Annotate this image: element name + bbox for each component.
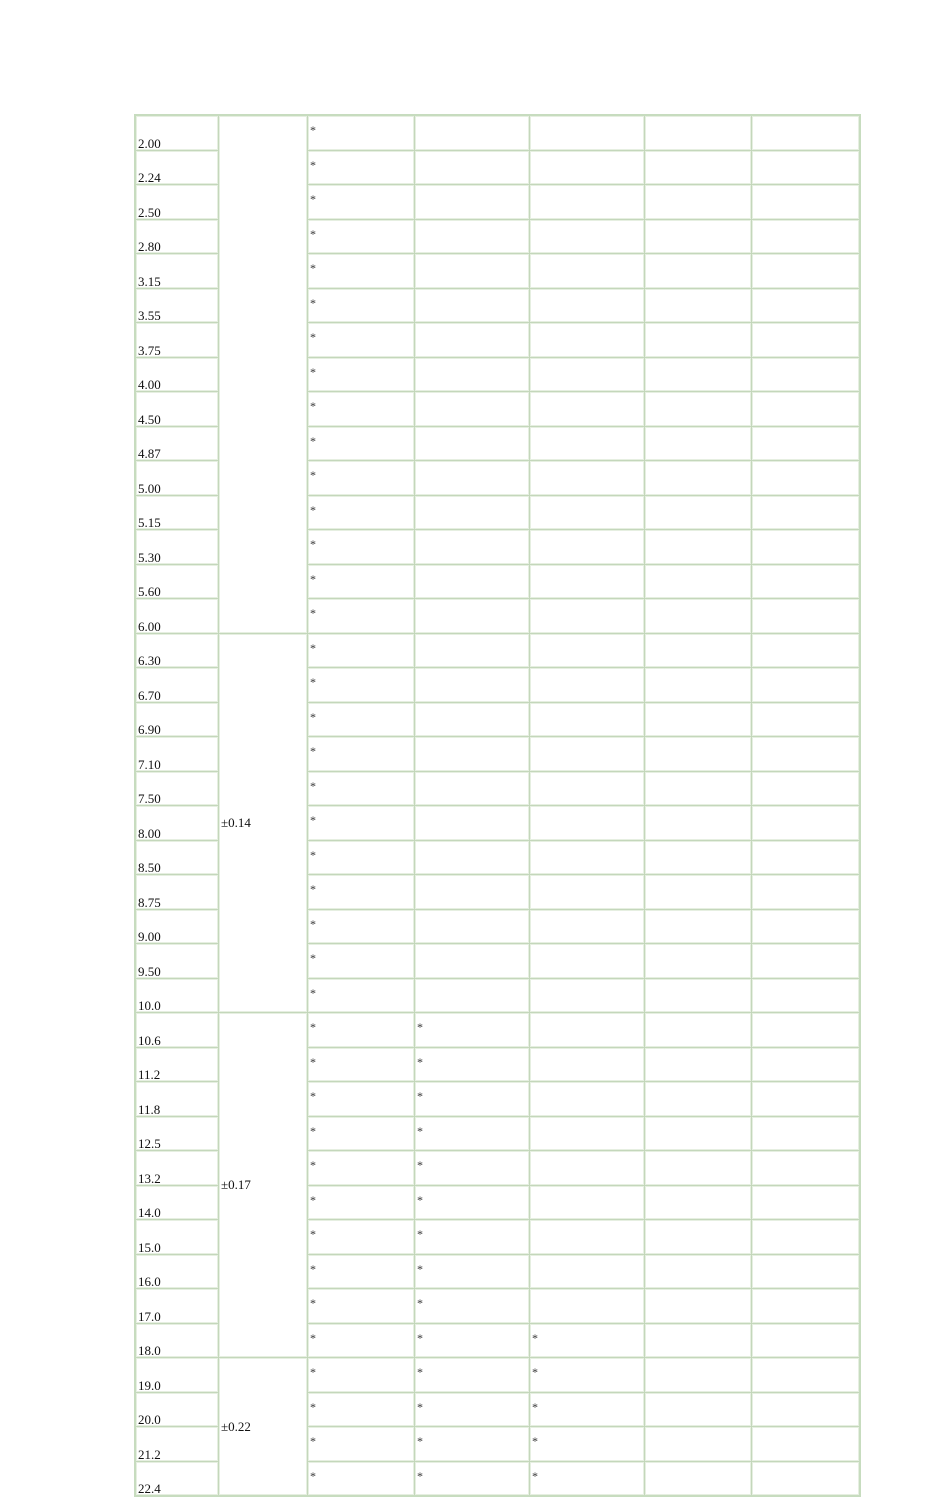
mark-cell xyxy=(530,254,645,289)
mark-cell xyxy=(415,357,530,392)
empty-cell xyxy=(645,1392,752,1427)
mark-cell xyxy=(530,288,645,323)
empty-cell xyxy=(645,530,752,565)
mark-cell xyxy=(530,806,645,841)
diameter-cell: 22.4 xyxy=(135,1461,219,1496)
diameter-cell: 18.0 xyxy=(135,1323,219,1358)
mark-cell: * xyxy=(415,1082,530,1117)
diameter-cell: 3.15 xyxy=(135,254,219,289)
empty-cell xyxy=(752,702,861,737)
mark-cell xyxy=(530,1220,645,1255)
empty-cell xyxy=(645,1151,752,1186)
mark-cell: * xyxy=(308,1254,415,1289)
mark-cell: * xyxy=(308,633,415,668)
mark-cell xyxy=(530,840,645,875)
empty-cell xyxy=(645,1358,752,1393)
mark-cell xyxy=(415,633,530,668)
empty-cell xyxy=(645,944,752,979)
empty-cell xyxy=(752,840,861,875)
empty-cell xyxy=(752,909,861,944)
empty-cell xyxy=(645,495,752,530)
mark-cell: * xyxy=(415,1358,530,1393)
empty-cell xyxy=(645,1254,752,1289)
mark-cell: * xyxy=(308,599,415,634)
mark-cell xyxy=(415,564,530,599)
diameter-cell: 21.2 xyxy=(135,1427,219,1462)
mark-cell: * xyxy=(308,909,415,944)
mark-cell: * xyxy=(308,1323,415,1358)
empty-cell xyxy=(645,1289,752,1324)
empty-cell xyxy=(752,668,861,703)
mark-cell: * xyxy=(308,461,415,496)
mark-cell xyxy=(530,461,645,496)
diameter-cell: 11.2 xyxy=(135,1047,219,1082)
mark-cell: * xyxy=(415,1461,530,1496)
empty-cell xyxy=(752,944,861,979)
empty-cell xyxy=(645,357,752,392)
mark-cell xyxy=(415,875,530,910)
empty-cell xyxy=(645,1013,752,1048)
empty-cell xyxy=(752,1392,861,1427)
mark-cell: * xyxy=(308,1151,415,1186)
mark-cell: * xyxy=(308,288,415,323)
mark-cell xyxy=(530,633,645,668)
empty-cell xyxy=(645,909,752,944)
table-row xyxy=(135,115,860,150)
tolerance-cell: ±0.22 xyxy=(219,1358,308,1497)
mark-cell: * xyxy=(415,1013,530,1048)
empty-cell xyxy=(645,115,752,150)
diameter-cell: 7.10 xyxy=(135,737,219,772)
mark-cell xyxy=(530,150,645,185)
diameter-cell: 4.87 xyxy=(135,426,219,461)
mark-cell xyxy=(415,806,530,841)
mark-cell: * xyxy=(308,1013,415,1048)
diameter-cell: 8.75 xyxy=(135,875,219,910)
empty-cell xyxy=(645,875,752,910)
mark-cell xyxy=(415,150,530,185)
mark-cell xyxy=(530,599,645,634)
mark-cell: * xyxy=(308,875,415,910)
empty-cell xyxy=(752,461,861,496)
mark-cell xyxy=(530,1013,645,1048)
mark-cell xyxy=(415,461,530,496)
empty-cell xyxy=(752,1323,861,1358)
mark-cell: * xyxy=(308,357,415,392)
mark-cell xyxy=(415,185,530,220)
mark-cell: * xyxy=(415,1323,530,1358)
mark-cell xyxy=(415,599,530,634)
mark-cell xyxy=(530,1254,645,1289)
diameter-cell: 10.0 xyxy=(135,978,219,1013)
empty-cell xyxy=(752,1185,861,1220)
mark-cell: * xyxy=(308,219,415,254)
empty-cell xyxy=(752,737,861,772)
table-row xyxy=(135,1358,860,1393)
mark-cell: * xyxy=(415,1427,530,1462)
mark-cell: * xyxy=(308,1358,415,1393)
mark-cell xyxy=(530,771,645,806)
mark-cell xyxy=(415,702,530,737)
mark-cell xyxy=(415,737,530,772)
empty-cell xyxy=(645,288,752,323)
mark-cell: * xyxy=(415,1151,530,1186)
mark-cell: * xyxy=(308,1047,415,1082)
diameter-cell: 3.75 xyxy=(135,323,219,358)
empty-cell xyxy=(752,978,861,1013)
mark-cell xyxy=(530,875,645,910)
empty-cell xyxy=(645,564,752,599)
empty-cell xyxy=(752,392,861,427)
diameter-cell: 2.80 xyxy=(135,219,219,254)
tolerance-cell: ±0.17 xyxy=(219,1013,308,1358)
mark-cell xyxy=(530,1185,645,1220)
mark-cell xyxy=(530,357,645,392)
mark-cell: * xyxy=(308,1289,415,1324)
mark-cell: * xyxy=(308,254,415,289)
mark-cell: * xyxy=(308,1461,415,1496)
mark-cell xyxy=(530,219,645,254)
mark-cell xyxy=(415,909,530,944)
mark-cell: * xyxy=(308,1185,415,1220)
mark-cell xyxy=(530,323,645,358)
empty-cell xyxy=(752,254,861,289)
empty-cell xyxy=(645,392,752,427)
empty-cell xyxy=(752,323,861,358)
empty-cell xyxy=(645,219,752,254)
mark-cell: * xyxy=(308,806,415,841)
mark-cell: * xyxy=(308,564,415,599)
empty-cell xyxy=(645,1185,752,1220)
mark-cell xyxy=(530,392,645,427)
empty-cell xyxy=(645,771,752,806)
empty-cell xyxy=(752,599,861,634)
mark-cell xyxy=(415,288,530,323)
mark-cell: * xyxy=(530,1392,645,1427)
empty-cell xyxy=(645,150,752,185)
empty-cell xyxy=(645,1116,752,1151)
diameter-cell: 8.00 xyxy=(135,806,219,841)
mark-cell: * xyxy=(308,737,415,772)
empty-cell xyxy=(645,1220,752,1255)
empty-cell xyxy=(752,357,861,392)
mark-cell: * xyxy=(415,1185,530,1220)
mark-cell xyxy=(530,564,645,599)
empty-cell xyxy=(645,978,752,1013)
diameter-cell: 6.30 xyxy=(135,633,219,668)
empty-cell xyxy=(645,599,752,634)
mark-cell xyxy=(415,944,530,979)
mark-cell: * xyxy=(415,1254,530,1289)
empty-cell xyxy=(752,1461,861,1496)
empty-cell xyxy=(645,1323,752,1358)
mark-cell: * xyxy=(308,426,415,461)
mark-cell: * xyxy=(308,978,415,1013)
mark-cell xyxy=(530,530,645,565)
mark-cell xyxy=(530,1082,645,1117)
mark-cell: * xyxy=(415,1289,530,1324)
table-row xyxy=(135,633,860,668)
diameter-cell: 5.60 xyxy=(135,564,219,599)
empty-cell xyxy=(752,564,861,599)
empty-cell xyxy=(645,633,752,668)
diameter-cell: 4.50 xyxy=(135,392,219,427)
mark-cell: * xyxy=(308,1392,415,1427)
mark-cell xyxy=(530,909,645,944)
empty-cell xyxy=(645,806,752,841)
empty-cell xyxy=(645,323,752,358)
empty-cell xyxy=(752,1013,861,1048)
mark-cell xyxy=(415,840,530,875)
mark-cell xyxy=(530,668,645,703)
empty-cell xyxy=(752,771,861,806)
empty-cell xyxy=(645,1461,752,1496)
empty-cell xyxy=(752,806,861,841)
diameter-cell: 15.0 xyxy=(135,1220,219,1255)
mark-cell: * xyxy=(415,1220,530,1255)
mark-cell xyxy=(415,495,530,530)
mark-cell xyxy=(415,530,530,565)
diameter-cell: 11.8 xyxy=(135,1082,219,1117)
empty-cell xyxy=(752,1427,861,1462)
mark-cell xyxy=(415,668,530,703)
mark-cell xyxy=(415,978,530,1013)
mark-cell: * xyxy=(530,1461,645,1496)
mark-cell: * xyxy=(308,185,415,220)
diameter-cell: 2.24 xyxy=(135,150,219,185)
tolerance-cell xyxy=(219,115,308,633)
mark-cell xyxy=(530,944,645,979)
empty-cell xyxy=(752,219,861,254)
empty-cell xyxy=(752,633,861,668)
mark-cell: * xyxy=(308,771,415,806)
diameter-cell: 8.50 xyxy=(135,840,219,875)
diameter-cell: 5.00 xyxy=(135,461,219,496)
mark-cell xyxy=(530,1289,645,1324)
mark-cell xyxy=(415,771,530,806)
mark-cell: * xyxy=(530,1323,645,1358)
diameter-cell: 6.90 xyxy=(135,702,219,737)
empty-cell xyxy=(645,426,752,461)
diameter-cell: 4.00 xyxy=(135,357,219,392)
mark-cell: * xyxy=(308,1220,415,1255)
empty-cell xyxy=(752,1047,861,1082)
mark-cell: * xyxy=(530,1358,645,1393)
diameter-cell: 6.00 xyxy=(135,599,219,634)
mark-cell xyxy=(415,115,530,150)
diameter-cell: 7.50 xyxy=(135,771,219,806)
empty-cell xyxy=(752,288,861,323)
empty-cell xyxy=(752,150,861,185)
empty-cell xyxy=(752,530,861,565)
diameter-cell: 5.30 xyxy=(135,530,219,565)
diameter-cell: 2.00 xyxy=(135,115,219,150)
diameter-cell: 17.0 xyxy=(135,1289,219,1324)
tolerance-table xyxy=(134,114,861,1497)
table-body xyxy=(135,115,860,1496)
mark-cell xyxy=(530,1047,645,1082)
empty-cell xyxy=(752,1220,861,1255)
empty-cell xyxy=(752,1082,861,1117)
diameter-cell: 10.6 xyxy=(135,1013,219,1048)
mark-cell xyxy=(530,115,645,150)
empty-cell xyxy=(645,1427,752,1462)
empty-cell xyxy=(645,702,752,737)
mark-cell: * xyxy=(308,323,415,358)
empty-cell xyxy=(645,737,752,772)
mark-cell: * xyxy=(530,1427,645,1462)
diameter-cell: 19.0 xyxy=(135,1358,219,1393)
mark-cell: * xyxy=(308,392,415,427)
diameter-cell: 20.0 xyxy=(135,1392,219,1427)
diameter-cell: 3.55 xyxy=(135,288,219,323)
mark-cell xyxy=(530,978,645,1013)
mark-cell: * xyxy=(308,668,415,703)
mark-cell: * xyxy=(415,1047,530,1082)
empty-cell xyxy=(645,254,752,289)
mark-cell xyxy=(415,254,530,289)
mark-cell: * xyxy=(415,1116,530,1151)
empty-cell xyxy=(645,840,752,875)
empty-cell xyxy=(752,1151,861,1186)
empty-cell xyxy=(752,1254,861,1289)
diameter-cell: 16.0 xyxy=(135,1254,219,1289)
empty-cell xyxy=(645,668,752,703)
mark-cell xyxy=(530,737,645,772)
diameter-cell: 9.00 xyxy=(135,909,219,944)
diameter-cell: 6.70 xyxy=(135,668,219,703)
empty-cell xyxy=(752,1358,861,1393)
mark-cell: * xyxy=(308,530,415,565)
mark-cell xyxy=(530,185,645,220)
mark-cell xyxy=(415,323,530,358)
mark-cell: * xyxy=(415,1392,530,1427)
mark-cell: * xyxy=(308,1427,415,1462)
mark-cell xyxy=(415,426,530,461)
mark-cell xyxy=(415,392,530,427)
mark-cell xyxy=(530,426,645,461)
diameter-cell: 9.50 xyxy=(135,944,219,979)
mark-cell xyxy=(415,219,530,254)
mark-cell: * xyxy=(308,1082,415,1117)
mark-cell xyxy=(530,702,645,737)
mark-cell xyxy=(530,1151,645,1186)
empty-cell xyxy=(645,185,752,220)
table-row xyxy=(135,1013,860,1048)
diameter-cell: 12.5 xyxy=(135,1116,219,1151)
mark-cell: * xyxy=(308,150,415,185)
empty-cell xyxy=(752,875,861,910)
empty-cell xyxy=(645,461,752,496)
mark-cell: * xyxy=(308,840,415,875)
empty-cell xyxy=(752,115,861,150)
diameter-cell: 13.2 xyxy=(135,1151,219,1186)
mark-cell xyxy=(530,495,645,530)
tolerance-cell: ±0.14 xyxy=(219,633,308,1013)
diameter-cell: 14.0 xyxy=(135,1185,219,1220)
mark-cell: * xyxy=(308,1116,415,1151)
mark-cell: * xyxy=(308,495,415,530)
empty-cell xyxy=(752,1116,861,1151)
diameter-cell: 2.50 xyxy=(135,185,219,220)
mark-cell: * xyxy=(308,702,415,737)
mark-cell xyxy=(530,1116,645,1151)
empty-cell xyxy=(752,185,861,220)
empty-cell xyxy=(645,1082,752,1117)
empty-cell xyxy=(752,495,861,530)
diameter-cell: 5.15 xyxy=(135,495,219,530)
empty-cell xyxy=(752,1289,861,1324)
empty-cell xyxy=(752,426,861,461)
mark-cell: * xyxy=(308,944,415,979)
empty-cell xyxy=(645,1047,752,1082)
mark-cell: * xyxy=(308,115,415,150)
